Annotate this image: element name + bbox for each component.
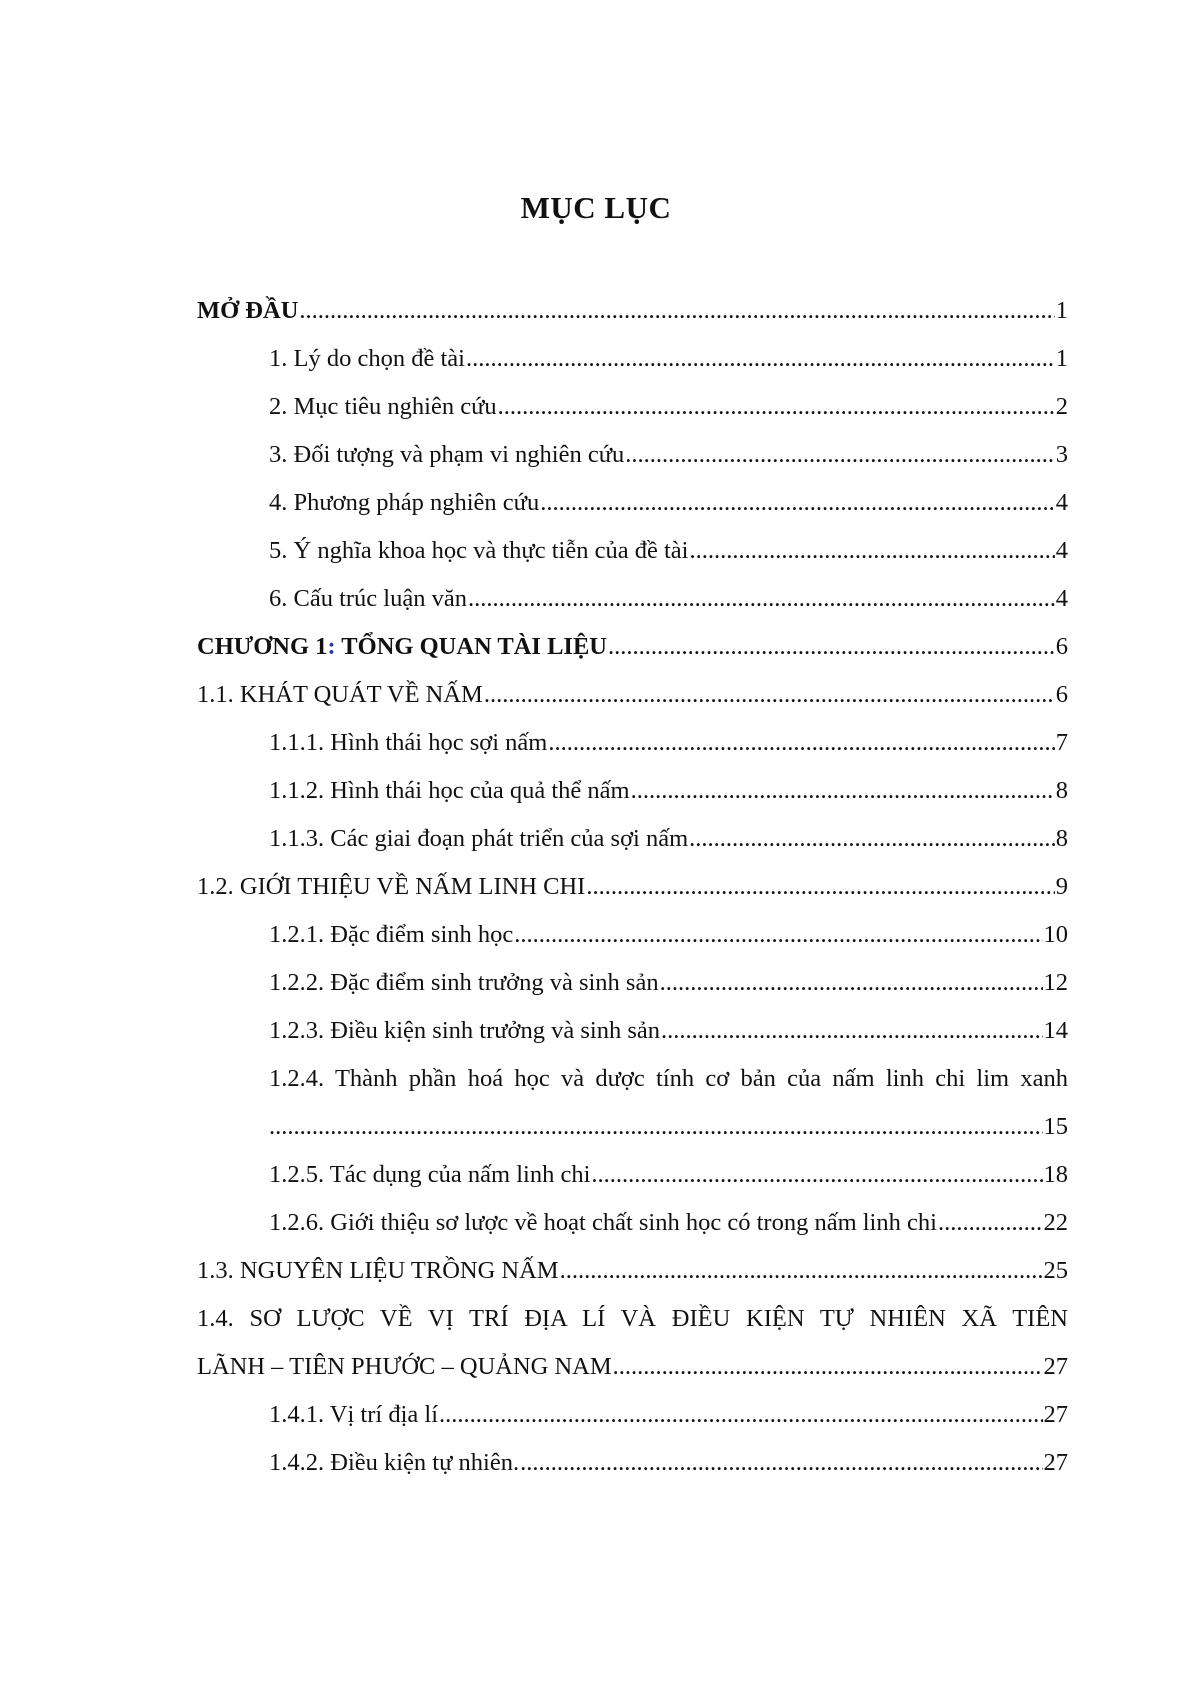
toc-entry-page: 14 xyxy=(1043,1017,1068,1044)
toc-entry-page: 1 xyxy=(1055,297,1068,324)
toc-entry-page: 9 xyxy=(1055,873,1068,900)
toc-entry-label xyxy=(197,623,607,671)
toc-entry-label: 5. Ý nghĩa khoa học và thực tiễn của đề tài xyxy=(269,537,689,564)
toc-entry-1-4-2[interactable] xyxy=(197,1439,1068,1487)
toc-entry-6[interactable] xyxy=(197,575,1068,623)
dot-leader xyxy=(439,1391,1043,1439)
table-of-contents xyxy=(197,287,1068,1487)
toc-entry-1-2-4-line1[interactable] xyxy=(197,1055,1068,1103)
dot-leader xyxy=(514,911,1042,959)
toc-entry-mo-dau[interactable] xyxy=(197,287,1068,335)
toc-entry-label: 1.1.2. Hình thái học của quả thể nấm xyxy=(269,777,630,804)
toc-entry-1-1-1[interactable] xyxy=(197,719,1068,767)
toc-entry-page: 25 xyxy=(1043,1257,1068,1284)
toc-entry-label: MỞ ĐẦU xyxy=(197,297,299,324)
dot-leader xyxy=(540,479,1055,527)
toc-entry-label: 4. Phương pháp nghiên cứu xyxy=(269,489,540,516)
toc-entry-3[interactable] xyxy=(197,431,1068,479)
toc-entry-1-2[interactable] xyxy=(197,863,1068,911)
dot-leader xyxy=(548,719,1054,767)
toc-entry-1-4-line1[interactable] xyxy=(197,1295,1068,1343)
toc-entry-1-1-2[interactable] xyxy=(197,767,1068,815)
toc-entry-2[interactable] xyxy=(197,383,1068,431)
toc-entry-1-4-1[interactable] xyxy=(197,1391,1068,1439)
dot-leader xyxy=(468,575,1055,623)
dot-leader xyxy=(689,527,1054,575)
dot-leader xyxy=(466,335,1055,383)
toc-entry-page: 4 xyxy=(1055,489,1068,516)
toc-entry-chapter-1[interactable] xyxy=(197,623,1068,671)
toc-entry-page: 3 xyxy=(1055,441,1068,468)
toc-entry-label: 1.2.6. Giới thiệu sơ lược về hoạt chất sinh học có trong nấm linh chi xyxy=(269,1209,937,1236)
toc-entry-1-2-2[interactable] xyxy=(197,959,1068,1007)
toc-entry-1[interactable] xyxy=(197,335,1068,383)
toc-entry-4[interactable] xyxy=(197,479,1068,527)
toc-entry-page: 6 xyxy=(1055,681,1068,708)
toc-entry-label: 1.4.2. Điều kiện tự nhiên. xyxy=(269,1449,520,1476)
dot-leader xyxy=(586,863,1054,911)
toc-entry-1-2-3[interactable] xyxy=(197,1007,1068,1055)
toc-entry-page: 10 xyxy=(1043,921,1068,948)
toc-entry-label: 1.1.1. Hình thái học sợi nấm xyxy=(269,729,548,756)
toc-entry-page: 8 xyxy=(1055,777,1068,804)
dot-leader xyxy=(661,1007,1043,1055)
toc-entry-1-2-6[interactable] xyxy=(197,1199,1068,1247)
toc-entry-page: 2 xyxy=(1055,393,1068,420)
toc-entry-label: 1.4. SƠ LƯỢC VỀ VỊ TRÍ ĐỊA LÍ VÀ ĐIỀU KIỆN TỰ NHIÊN XÃ TIÊN xyxy=(197,1305,1068,1332)
toc-entry-page: 27 xyxy=(1043,1449,1068,1476)
toc-entry-page: 1 xyxy=(1055,345,1068,372)
toc-entry-label: 1.2.5. Tác dụng của nấm linh chi xyxy=(269,1161,591,1188)
toc-entry-label: 1.2.4. Thành phần hoá học và dược tính cơ bản của nấm linh chi lim xanh xyxy=(269,1065,1068,1092)
toc-entry-label: 1.2.3. Điều kiện sinh trưởng và sinh sản xyxy=(269,1017,660,1044)
dot-leader xyxy=(520,1439,1042,1487)
chapter-colon: : xyxy=(327,633,336,660)
toc-entry-page: 27 xyxy=(1043,1401,1068,1428)
toc-entry-label: 2. Mục tiêu nghiên cứu xyxy=(269,393,497,420)
dot-leader xyxy=(269,1103,1043,1151)
toc-entry-1-1[interactable] xyxy=(197,671,1068,719)
toc-entry-1-2-4-line2[interactable] xyxy=(197,1103,1068,1151)
toc-entry-label: 1.2.1. Đặc điểm sinh học xyxy=(269,921,514,948)
toc-entry-label: 1.2.2. Đặc điểm sinh trưởng và sinh sản xyxy=(269,969,659,996)
dot-leader xyxy=(608,623,1055,671)
chapter-prefix: CHƯƠNG 1 xyxy=(197,633,328,660)
dot-leader xyxy=(299,287,1054,335)
toc-entry-5[interactable] xyxy=(197,527,1068,575)
dot-leader xyxy=(625,431,1055,479)
toc-entry-page: 22 xyxy=(1043,1209,1068,1236)
toc-entry-label: 1.1.3. Các giai đoạn phát triển của sợi nấm xyxy=(269,825,689,852)
toc-entry-page: 4 xyxy=(1055,585,1068,612)
toc-entry-page: 18 xyxy=(1043,1161,1068,1188)
dot-leader xyxy=(689,815,1055,863)
toc-entry-page: 6 xyxy=(1055,633,1068,660)
toc-entry-label: 6. Cấu trúc luận văn xyxy=(269,585,467,612)
toc-entry-label: 3. Đối tượng và phạm vi nghiên cứu xyxy=(269,441,625,468)
dot-leader xyxy=(484,671,1055,719)
dot-leader xyxy=(660,959,1043,1007)
toc-entry-page: 15 xyxy=(1043,1113,1068,1140)
toc-title: MỤC LỤC xyxy=(520,190,672,225)
dot-leader xyxy=(591,1151,1042,1199)
toc-entry-1-2-5[interactable] xyxy=(197,1151,1068,1199)
toc-entry-label: 1.2. GIỚI THIỆU VỀ NẤM LINH CHI xyxy=(197,873,586,900)
toc-entry-label: 1.3. NGUYÊN LIỆU TRỒNG NẤM xyxy=(197,1257,559,1284)
toc-entry-1-2-1[interactable] xyxy=(197,911,1068,959)
dot-leader xyxy=(631,767,1055,815)
toc-entry-page: 27 xyxy=(1043,1353,1068,1380)
toc-entry-label: 1.4.1. Vị trí địa lí xyxy=(269,1401,438,1428)
toc-entry-page: 7 xyxy=(1055,729,1068,756)
toc-entry-page: 12 xyxy=(1043,969,1068,996)
toc-entry-page: 8 xyxy=(1055,825,1068,852)
toc-entry-1-4-line2[interactable] xyxy=(197,1343,1068,1391)
dot-leader xyxy=(498,383,1055,431)
dot-leader xyxy=(938,1199,1043,1247)
toc-entry-label-continued: LÃNH – TIÊN PHƯỚC – QUẢNG NAM xyxy=(197,1353,612,1380)
dot-leader xyxy=(613,1343,1043,1391)
toc-entry-label: 1.1. KHÁT QUÁT VỀ NẤM xyxy=(197,681,483,708)
toc-entry-1-1-3[interactable] xyxy=(197,815,1068,863)
toc-entry-label: 1. Lý do chọn đề tài xyxy=(269,345,465,372)
dot-leader xyxy=(560,1247,1043,1295)
chapter-suffix: TỔNG QUAN TÀI LIỆU xyxy=(335,633,607,660)
toc-entry-page: 4 xyxy=(1055,537,1068,564)
toc-entry-1-3[interactable] xyxy=(197,1247,1068,1295)
